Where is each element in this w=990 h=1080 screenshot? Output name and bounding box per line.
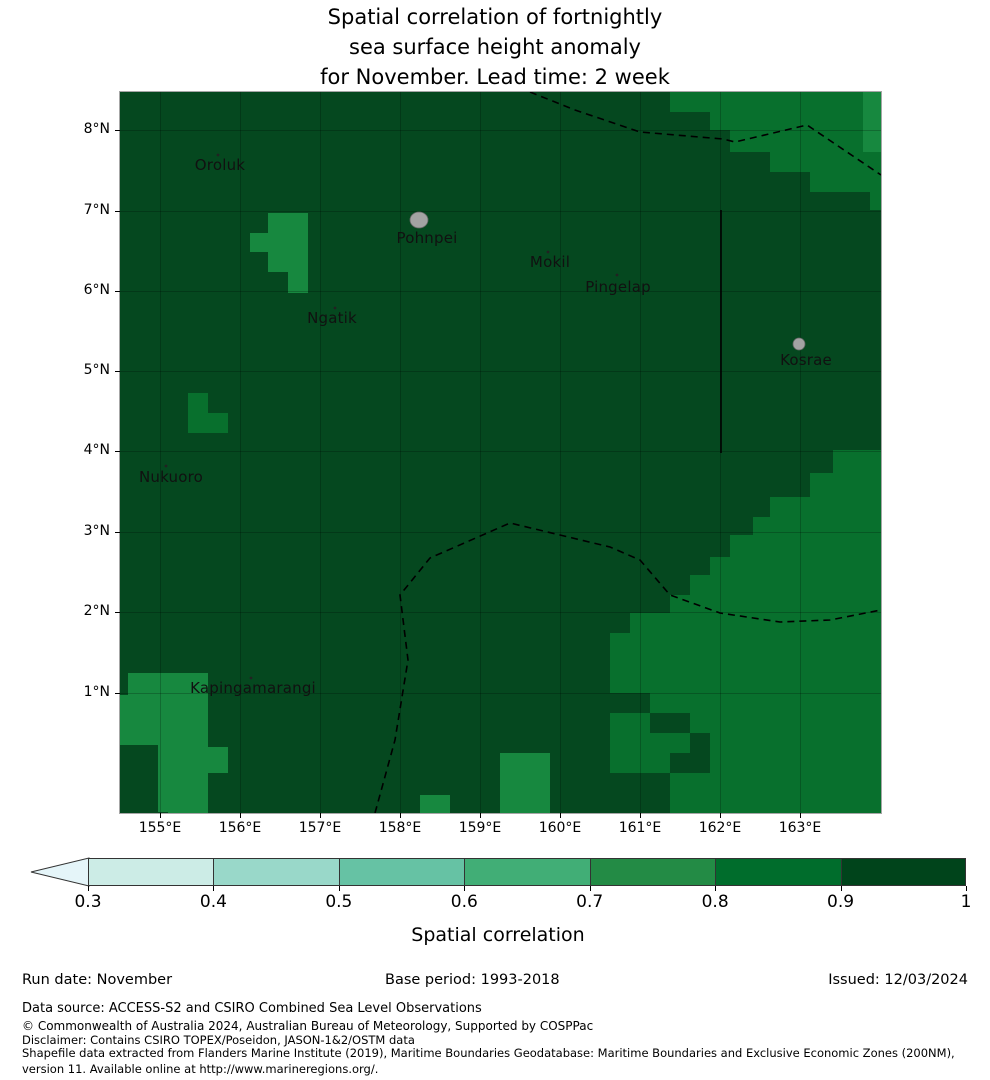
data-source: Data source: ACCESS-S2 and CSIRO Combined Sea Level Observations [22,1001,482,1016]
atoll-dot [165,465,168,468]
x-tick-label: 160°E [538,820,582,836]
map-boundary-lines [120,92,881,813]
place-label-mokil: Mokil [529,253,571,271]
y-tick-label: 5°N [83,362,110,378]
colorbar-tick-mark [966,886,967,891]
place-label-oroluk: Oroluk [194,156,246,174]
y-tick-label: 3°N [83,523,110,539]
base-period: Base period: 1993-2018 [385,972,560,988]
x-tick-mark [320,813,321,818]
x-tick-mark [400,813,401,818]
place-label-pingelap: Pingelap [585,278,651,296]
place-label-nukuoro: Nukuoro [138,468,204,486]
eez-boundary-north-dashed-line [530,92,881,175]
disclaimer: Disclaimer: Contains CSIRO TOPEX/Poseidon, JASON-1&2/OSTM data [22,1033,415,1047]
x-tick-label: 157°E [298,820,342,836]
correlation-map [120,92,881,813]
x-tick-mark [480,813,481,818]
y-tick-label: 2°N [83,603,110,619]
shapefile-note: Shapefile data extracted from Flanders Marine Institute (2019), Maritime Boundaries Geodatabase: Maritime Boundaries and Exclusive Economic Zones (200NM), version 11. Available online at http://www.marineregions.org/. [22,1046,955,1076]
x-tick-mark [640,813,641,818]
y-tick-mark [115,612,120,613]
y-tick-mark [115,291,120,292]
y-tick-mark [115,693,120,694]
kosrae-island [793,338,805,350]
y-tick-label: 7°N [83,202,110,218]
x-tick-mark [560,813,561,818]
x-tick-label: 163°E [778,820,822,836]
colorbar-tick-label: 0.3 [74,892,102,912]
chart-title [0,2,990,92]
x-tick-label: 155°E [138,820,182,836]
run-date: Run date: November [22,972,173,988]
y-tick-label: 4°N [83,442,110,458]
issued-date: Issued: 12/03/2024 [828,972,968,988]
colorbar-tick-mark [715,886,716,891]
colorbar-tick-mark [590,886,591,891]
colorbar-tick-label: 0.6 [450,892,478,912]
y-tick-mark [115,451,120,452]
colorbar-under-arrow [30,857,90,887]
colorbar-tick-label: 0.8 [701,892,729,912]
colorbar-tick-mark [841,886,842,891]
x-tick-label: 162°E [698,820,742,836]
colorbar-tick-label: 0.4 [199,892,227,912]
chart-title-line3: for November. Lead time: 2 week [320,65,670,89]
x-tick-mark [240,813,241,818]
y-tick-mark [115,371,120,372]
y-tick-label: 6°N [83,282,110,298]
colorbar-tick-mark [339,886,340,891]
x-tick-label: 161°E [618,820,662,836]
pohnpei-island [410,212,428,228]
eez-boundary-south-dashed-line [375,523,881,813]
x-tick-label: 158°E [378,820,422,836]
colorbar-tick-mark [213,886,214,891]
colorbar-tick-label: 1 [960,892,972,912]
place-label-pohnpei: Pohnpei [396,229,458,247]
y-tick-mark [115,532,120,533]
copyright: © Commonwealth of Australia 2024, Australian Bureau of Meteorology, Supported by COSPPac [22,1019,594,1033]
chart-title-line2: sea surface height anomaly [349,35,641,59]
colorbar-tick-label: 0.5 [325,892,353,912]
y-tick-label: 1°N [83,684,110,700]
colorbar-tick-label: 0.9 [827,892,855,912]
colorbar-tick-label: 0.7 [576,892,604,912]
colorbar-label: Spatial correlation [411,924,585,946]
place-label-kosrae: Kosrae [780,351,832,369]
x-tick-mark [720,813,721,818]
y-tick-mark [115,211,120,212]
y-tick-mark [115,130,120,131]
place-label-kapingamarangi: Kapingamarangi [190,679,316,697]
colorbar-tick-mark [88,886,89,891]
x-tick-label: 159°E [458,820,502,836]
colorbar-tick-mark [464,886,465,891]
place-label-ngatik: Ngatik [307,309,357,327]
atoll-dot [616,274,619,277]
x-tick-label: 156°E [218,820,262,836]
x-tick-mark [800,813,801,818]
x-tick-mark [160,813,161,818]
colorbar-under-triangle [31,858,89,886]
y-tick-label: 8°N [83,121,110,137]
chart-title-line1: Spatial correlation of fortnightly [327,5,663,29]
colorbar-border [88,858,966,886]
